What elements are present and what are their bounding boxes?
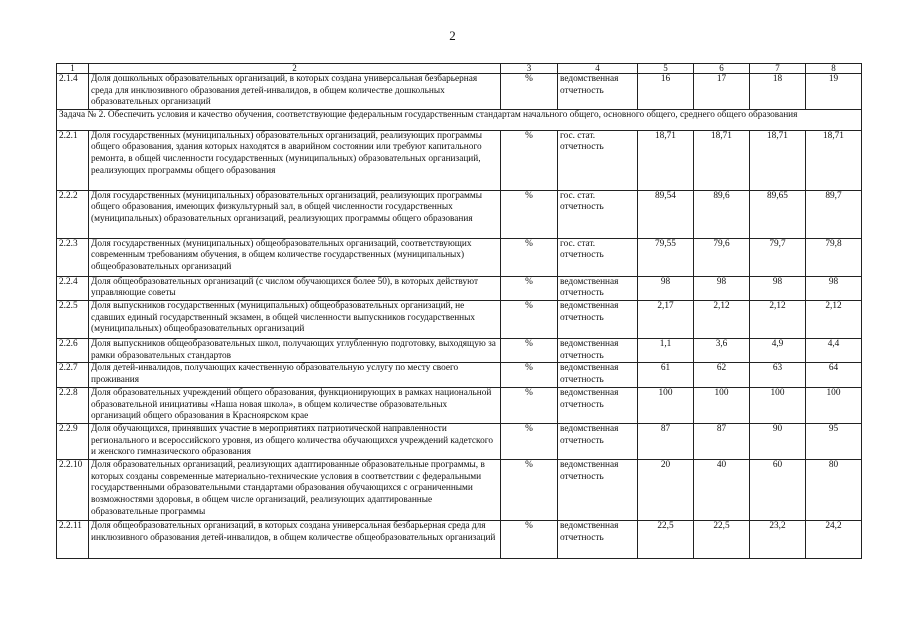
column-header: 1 <box>57 64 89 74</box>
column-header: 8 <box>806 64 862 74</box>
value-cell: 89,65 <box>750 190 806 238</box>
indicator-description: Доля общеобразовательных организаций, в которых создана универсальная безбарьерная среда для инклюзивного образования детей-инвалидов, в общем количестве общеобразовательных организаций <box>89 521 501 559</box>
indicator-description: Доля государственных (муниципальных) образовательных организаций, реализующих программы общего образования, имеющих физкультурный зал, в общей численности государственных (муниципальных) образовательных организаций, реализующих программы общего образования <box>89 190 501 238</box>
table-row <box>57 130 862 190</box>
column-header: 2 <box>89 64 501 74</box>
indicators-table <box>56 63 862 559</box>
value-cell: 22,5 <box>638 521 694 559</box>
table-row <box>57 424 862 460</box>
source-cell: ведомственная отчетность <box>558 363 638 388</box>
value-cell: 98 <box>638 276 694 300</box>
source-cell: гос. стат. отчетность <box>558 190 638 238</box>
indicator-number: 2.2.3 <box>57 238 89 276</box>
indicator-description: Доля выпускников государственных (муниципальных) общеобразовательных организаций, не сдавших единый государственный экзамен, в общей численности выпускников государственных (муниципальных) общеобразовательных организаций <box>89 300 501 338</box>
unit-cell: % <box>501 300 558 338</box>
column-number-row <box>57 64 862 74</box>
value-cell: 79,8 <box>806 238 862 276</box>
value-cell: 23,2 <box>750 521 806 559</box>
source-cell: ведомственная отчетность <box>558 276 638 300</box>
indicator-description: Доля государственных (муниципальных) образовательных организаций, реализующих программы общего образования, здания которых находятся в аварийном состоянии или требуют капитального ремонта, в общей численности государственных (муниципальных) образовательных организаций, реализующих программы общего образования <box>89 130 501 190</box>
indicator-description: Доля выпускников общеобразовательных школ, получающих углубленную подготовку, выходящую за рамки образовательных стандартов <box>89 338 501 362</box>
value-cell: 100 <box>694 388 750 424</box>
value-cell: 17 <box>694 74 750 110</box>
value-cell: 2,12 <box>806 300 862 338</box>
column-header: 6 <box>694 64 750 74</box>
column-header: 4 <box>558 64 638 74</box>
value-cell: 2,17 <box>638 300 694 338</box>
indicator-number: 2.1.4 <box>57 74 89 110</box>
value-cell: 40 <box>694 460 750 521</box>
source-cell: ведомственная отчетность <box>558 388 638 424</box>
indicator-number: 2.2.5 <box>57 300 89 338</box>
source-cell: ведомственная отчетность <box>558 460 638 521</box>
table-row <box>57 74 862 110</box>
value-cell: 4,4 <box>806 338 862 362</box>
indicator-description: Доля обучающихся, принявших участие в мероприятиях патриотической направленности регионального и всероссийского уровня, из общего количества обучающихся учреждений кадетского и женского гимназического образования <box>89 424 501 460</box>
value-cell: 16 <box>638 74 694 110</box>
value-cell: 1,1 <box>638 338 694 362</box>
column-header: 3 <box>501 64 558 74</box>
value-cell: 62 <box>694 363 750 388</box>
indicator-description: Доля государственных (муниципальных) общеобразовательных организаций, соответствующих современным требованиям обучения, в общем количестве государственных (муниципальных) общеобразовательных организаций <box>89 238 501 276</box>
source-cell: ведомственная отчетность <box>558 338 638 362</box>
source-cell: гос. стат. отчетность <box>558 238 638 276</box>
value-cell: 100 <box>806 388 862 424</box>
value-cell: 89,6 <box>694 190 750 238</box>
indicator-description: Доля дошкольных образовательных организаций, в которых создана универсальная безбарьерная среда для инклюзивного образования детей-инвалидов, в общем количестве дошкольных образовательных организаций <box>89 74 501 110</box>
value-cell: 98 <box>806 276 862 300</box>
table-row <box>57 363 862 388</box>
source-cell: ведомственная отчетность <box>558 424 638 460</box>
source-cell: ведомственная отчетность <box>558 521 638 559</box>
value-cell: 22,5 <box>694 521 750 559</box>
value-cell: 18,71 <box>806 130 862 190</box>
value-cell: 80 <box>806 460 862 521</box>
source-cell: ведомственная отчетность <box>558 74 638 110</box>
unit-cell: % <box>501 424 558 460</box>
value-cell: 87 <box>694 424 750 460</box>
task-text: Задача № 2. Обеспечить условия и качество обучения, соответствующие федеральным государственным стандартам начального общего, основного общего, среднего общего образования <box>57 109 862 130</box>
value-cell: 18,71 <box>694 130 750 190</box>
unit-cell: % <box>501 74 558 110</box>
indicator-description: Доля детей-инвалидов, получающих качественную образовательную услугу по месту своего проживания <box>89 363 501 388</box>
indicator-number: 2.2.11 <box>57 521 89 559</box>
indicator-number: 2.2.6 <box>57 338 89 362</box>
table-row <box>57 521 862 559</box>
value-cell: 89,7 <box>806 190 862 238</box>
task-row <box>57 109 862 130</box>
value-cell: 18,71 <box>750 130 806 190</box>
indicator-number: 2.2.1 <box>57 130 89 190</box>
value-cell: 4,9 <box>750 338 806 362</box>
source-cell: ведомственная отчетность <box>558 300 638 338</box>
indicator-number: 2.2.9 <box>57 424 89 460</box>
indicator-number: 2.2.4 <box>57 276 89 300</box>
table-row <box>57 190 862 238</box>
indicator-number: 2.2.10 <box>57 460 89 521</box>
value-cell: 98 <box>694 276 750 300</box>
value-cell: 64 <box>806 363 862 388</box>
unit-cell: % <box>501 388 558 424</box>
unit-cell: % <box>501 363 558 388</box>
unit-cell: % <box>501 190 558 238</box>
indicator-description: Доля общеобразовательных организаций (с числом обучающихся более 50), в которых действуют управляющие советы <box>89 276 501 300</box>
unit-cell: % <box>501 238 558 276</box>
value-cell: 63 <box>750 363 806 388</box>
value-cell: 2,12 <box>694 300 750 338</box>
indicator-number: 2.2.8 <box>57 388 89 424</box>
value-cell: 79,7 <box>750 238 806 276</box>
value-cell: 24,2 <box>806 521 862 559</box>
value-cell: 100 <box>638 388 694 424</box>
value-cell: 19 <box>806 74 862 110</box>
page-number: 2 <box>449 28 456 43</box>
value-cell: 90 <box>750 424 806 460</box>
table-row <box>57 460 862 521</box>
unit-cell: % <box>501 460 558 521</box>
value-cell: 18 <box>750 74 806 110</box>
value-cell: 100 <box>750 388 806 424</box>
source-cell: гос. стат. отчетность <box>558 130 638 190</box>
unit-cell: % <box>501 338 558 362</box>
value-cell: 3,6 <box>694 338 750 362</box>
value-cell: 20 <box>638 460 694 521</box>
table-row <box>57 338 862 362</box>
table-row <box>57 388 862 424</box>
table-row <box>57 300 862 338</box>
column-header: 5 <box>638 64 694 74</box>
column-header: 7 <box>750 64 806 74</box>
value-cell: 61 <box>638 363 694 388</box>
table-row <box>57 276 862 300</box>
table-body <box>57 64 862 559</box>
value-cell: 89,54 <box>638 190 694 238</box>
value-cell: 95 <box>806 424 862 460</box>
indicator-description: Доля образовательных организаций, реализующих адаптированные образовательные программы, в которых созданы современные материально-технические условия в соответствии с федеральными государственными образовательными стандартами образования обучающихся с ограниченными возможностями здоровья, в общем числе организаций, реализующих адаптированные образовательные программы <box>89 460 501 521</box>
indicator-number: 2.2.7 <box>57 363 89 388</box>
value-cell: 2,12 <box>750 300 806 338</box>
indicator-description: Доля образовательных учреждений общего образования, функционирующих в рамках национальной образовательной инициативы «Наша новая школа», в общем количестве образовательных организаций общего образования в Красноярском крае <box>89 388 501 424</box>
value-cell: 87 <box>638 424 694 460</box>
value-cell: 98 <box>750 276 806 300</box>
value-cell: 60 <box>750 460 806 521</box>
value-cell: 79,55 <box>638 238 694 276</box>
value-cell: 18,71 <box>638 130 694 190</box>
table-row <box>57 238 862 276</box>
indicator-number: 2.2.2 <box>57 190 89 238</box>
unit-cell: % <box>501 276 558 300</box>
value-cell: 79,6 <box>694 238 750 276</box>
unit-cell: % <box>501 521 558 559</box>
unit-cell: % <box>501 130 558 190</box>
